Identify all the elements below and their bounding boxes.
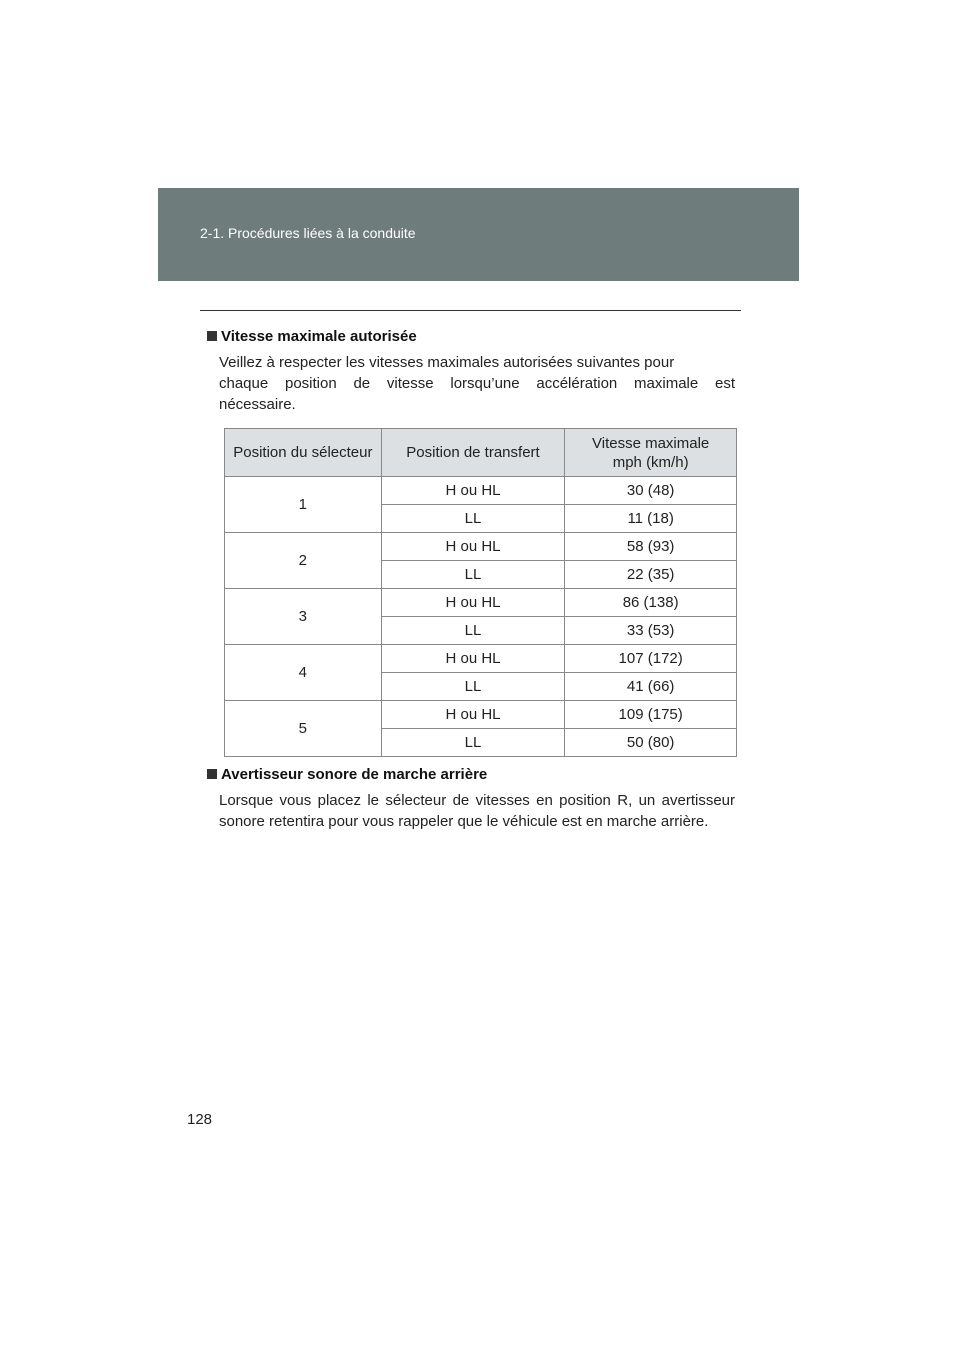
paragraph-line: Veillez à respecter les vitesses maximales autorisées suivantes pour — [219, 354, 675, 371]
transfer-cell: H ou HL — [381, 477, 565, 505]
selector-position-cell: 4 — [225, 645, 382, 701]
selector-position-cell: 1 — [225, 477, 382, 533]
table-row — [225, 477, 737, 505]
transfer-cell: H ou HL — [381, 645, 565, 673]
speed-cell: 11 (18) — [565, 505, 737, 533]
speed-cell: 50 (80) — [565, 729, 737, 757]
max-speed-paragraph — [219, 352, 735, 415]
transfer-cell: LL — [381, 561, 565, 589]
header-max-speed: Vitesse maximale mph (km/h) — [565, 429, 737, 477]
paragraph-line: nécessaire. — [219, 396, 296, 413]
header-transfer-position: Position de transfert — [381, 429, 565, 477]
page-number: 128 — [187, 1111, 213, 1128]
transfer-cell: H ou HL — [381, 589, 565, 617]
transfer-cell: LL — [381, 617, 565, 645]
table-row — [225, 701, 737, 729]
section-header-band — [158, 188, 799, 281]
speed-cell: 22 (35) — [565, 561, 737, 589]
selector-position-cell: 2 — [225, 533, 382, 589]
speed-cell: 86 (138) — [565, 589, 737, 617]
square-bullet-icon — [207, 331, 217, 341]
speed-cell: 41 (66) — [565, 673, 737, 701]
paragraph-line: chaque position de vitesse lorsqu’une accélération maximale est — [219, 375, 735, 392]
header-selector-position: Position du sélecteur — [225, 429, 382, 477]
heading-reverse-buzzer: Avertisseur sonore de marche arrière — [207, 766, 487, 783]
square-bullet-icon — [207, 769, 217, 779]
selector-position-cell: 5 — [225, 701, 382, 757]
speed-cell: 30 (48) — [565, 477, 737, 505]
table-row — [225, 645, 737, 673]
transfer-cell: H ou HL — [381, 701, 565, 729]
speed-cell: 58 (93) — [565, 533, 737, 561]
top-rule — [200, 310, 741, 311]
heading-max-speed: Vitesse maximale autorisée — [207, 328, 417, 345]
speed-cell: 109 (175) — [565, 701, 737, 729]
section-title: 2-1. Procédures liées à la conduite — [200, 225, 416, 241]
table-row — [225, 589, 737, 617]
speed-cell: 107 (172) — [565, 645, 737, 673]
table-row — [225, 533, 737, 561]
paragraph-line: sonore retentira pour vous rappeler que le véhicule est en marche arrière. — [219, 813, 709, 830]
selector-position-cell: 3 — [225, 589, 382, 645]
transfer-cell: LL — [381, 505, 565, 533]
reverse-buzzer-paragraph — [219, 790, 735, 832]
paragraph-line: Lorsque vous placez le sélecteur de vitesses en position R, un avertisseur — [219, 792, 735, 809]
max-speed-table — [224, 428, 737, 757]
transfer-cell: H ou HL — [381, 533, 565, 561]
transfer-cell: LL — [381, 673, 565, 701]
table-header-row — [225, 429, 737, 477]
transfer-cell: LL — [381, 729, 565, 757]
speed-cell: 33 (53) — [565, 617, 737, 645]
